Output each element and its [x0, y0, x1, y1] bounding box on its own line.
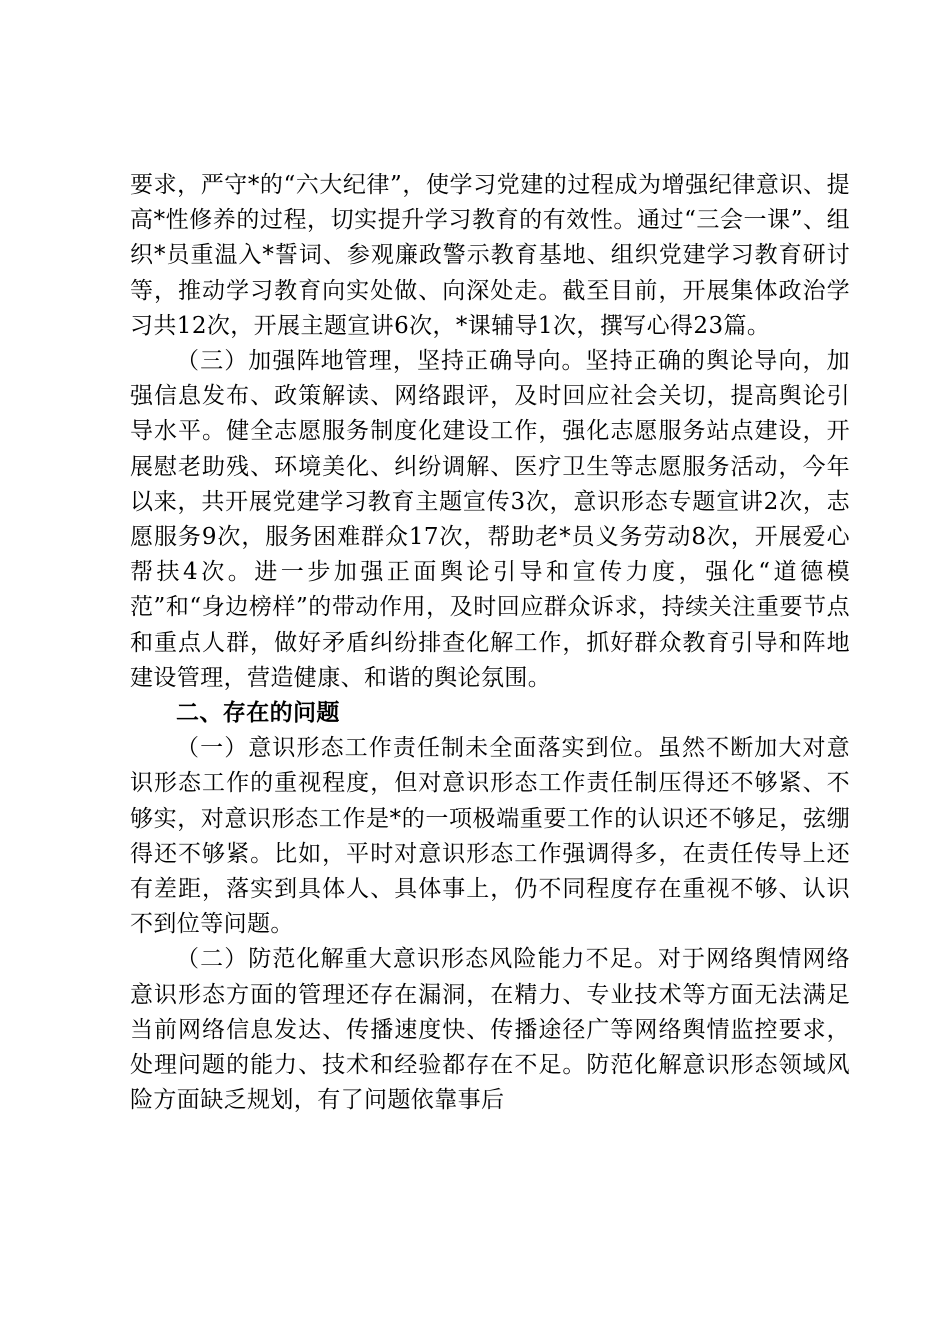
paragraph-position-management: （三）加强阵地管理，坚持正确导向。坚持正确的舆论导向，加强信息发布、政策解读、网络跟评，及时回应社会关切，提高舆论引导水平。健全志愿服务制度化建设工作，强化志愿服务站点建设，开展慰老助残、环境美化、纠纷调解、医疗卫生等志愿服务活动，今年以来，共开展党建学习教育主题宣传3次，意识形态专题宣讲2次，志愿服务9次，服务困难群众17次，帮助老*员义务劳动8次，开展爱心帮扶4次。进一步加强正面舆论引导和宣传力度，强化“道德模范”和“身边榜样”的带动作用，及时回应群众诉求，持续关注重要节点和重点人群，做好矛盾纠纷排查化解工作，抓好群众教育引导和阵地建设管理，营造健康、和谐的舆论氛围。 — [130, 348, 850, 691]
document-body — [130, 168, 850, 1118]
section-heading-problems: 二、存在的问题 — [176, 700, 340, 727]
paragraph-study-requirements: 要求，严守*的“六大纪律”，使学习党建的过程成为增强纪律意识、提高*性修养的过程，切实提升学习教育的有效性。通过“三会一课”、组织*员重温入*誓词、参观廉政警示教育基地、组织党建学习教育研讨等，推动学习教育向实处做、向深处走。截至目前，开展集体政治学习共12次，开展主题宣讲6次，*课辅导1次，撰写心得23篇。 — [130, 172, 850, 339]
paragraph-risk-prevention: （二）防范化解重大意识形态风险能力不足。对于网络舆情网络意识形态方面的管理还存在漏洞，在精力、专业技术等方面无法满足当前网络信息发达、传播速度快、传播途径广等网络舆情监控要求，处理问题的能力、技术和经验都存在不足。防范化解意识形态领域风险方面缺乏规划，有了问题依靠事后 — [130, 946, 850, 1114]
paragraph-responsibility-system: （一）意识形态工作责任制未全面落实到位。虽然不断加大对意识形态工作的重视程度，但对意识形态工作责任制压得还不够紧、不够实，对意识形态工作是*的一项极端重要工作的认识还不够足，弦绷得还不够紧。比如，平时对意识形态工作强调得多，在责任传导上还有差距，落实到具体人、具体事上，仍不同程度存在重视不够、认识不到位等问题。 — [130, 735, 850, 938]
